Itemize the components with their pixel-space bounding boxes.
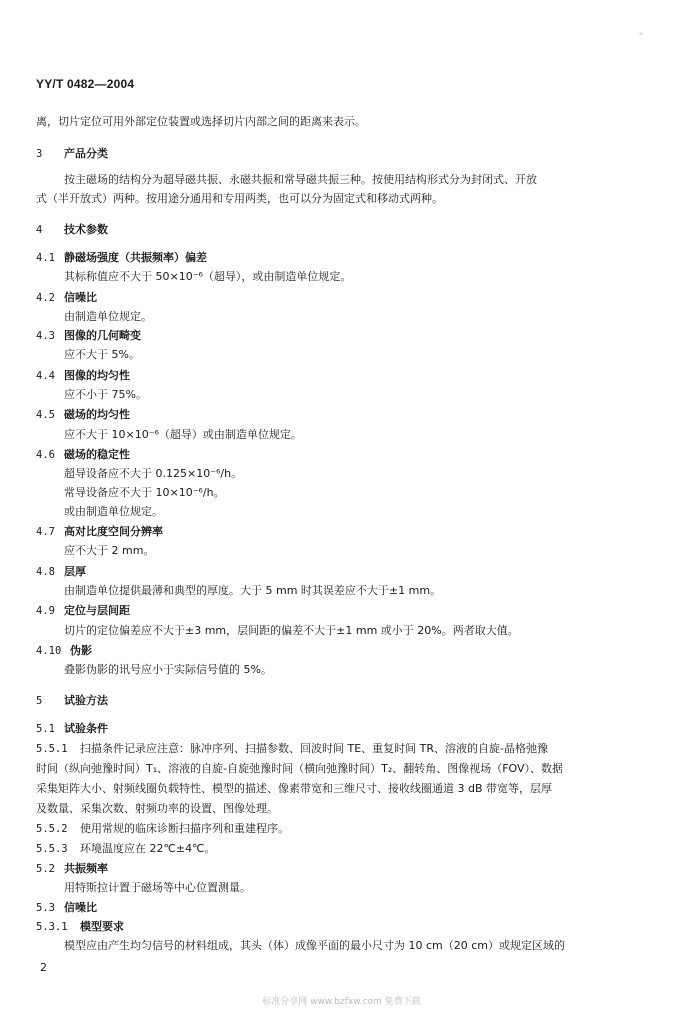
clause-text: 扫描条件记录应注意：脉冲序列、扫描参数、回波时间 TE、重复时间 TR、溶液的自旋-晶格弛豫: [80, 742, 548, 755]
clause-number: 4.4: [36, 370, 55, 382]
clause-5-3-1-heading: [36, 920, 650, 934]
clause-4-3-heading: [36, 329, 650, 343]
clause-title: 磁场的稳定性: [64, 448, 130, 461]
clause-4-8-heading: [36, 565, 650, 579]
clause-5-3-heading: [36, 901, 650, 915]
clause-number: 4.5: [36, 409, 55, 421]
clause-title: 图像的几何畸变: [64, 329, 141, 342]
clause-number: 4.3: [36, 330, 55, 342]
section-3-body-line-1: 按主磁场的结构分为超导磁共振、永磁共振和常导磁共振三种。按使用结构形式分为封闭式、开放: [64, 173, 537, 186]
clause-5-1-heading: [36, 722, 650, 736]
clause-title: 层厚: [64, 565, 86, 578]
clause-number: 5.5.1: [36, 743, 68, 755]
clause-4-7-body: 应不大于 2 mm。: [64, 544, 155, 557]
clause-5-2-heading: [36, 862, 650, 876]
clause-number: 4.10: [36, 645, 62, 657]
clause-5-5-3: [36, 842, 650, 856]
clause-4-2-heading: [36, 291, 650, 305]
section-number: 3: [36, 148, 43, 160]
clause-title: 高对比度空间分辨率: [64, 525, 163, 538]
clause-number: 5.5.3: [36, 843, 68, 855]
clause-4-7-heading: [36, 525, 650, 539]
section-5-heading: [36, 694, 650, 708]
standard-number-header: YY/T 0482—2004: [36, 77, 135, 91]
clause-5-2-body: 用特斯拉计置于磁场等中心位置测量。: [64, 881, 251, 894]
clause-number: 5.2: [36, 863, 55, 875]
clause-4-1-heading: [36, 251, 650, 265]
paragraph-continued: 离，切片定位可用外部定位装置或选择切片内部之间的距离来表示。: [36, 115, 366, 128]
clause-4-1-body: 其标称值应不大于 50×10⁻⁶（超导），或由制造单位规定。: [64, 270, 352, 283]
clause-title: 静磁场强度（共振频率）偏差: [64, 251, 207, 264]
clause-number: 4.2: [36, 292, 55, 304]
clause-number: 4.6: [36, 449, 55, 461]
clause-title: 模型要求: [80, 920, 124, 933]
section-title: 试验方法: [64, 694, 108, 707]
section-number: 4: [36, 224, 43, 236]
clause-4-6-heading: [36, 448, 650, 462]
clause-number: 4.9: [36, 605, 55, 617]
clause-4-6-body-line-3: 或由制造单位规定。: [64, 505, 163, 518]
clause-4-10-body: 叠影伪影的讯号应小于实际信号值的 5%。: [64, 663, 272, 676]
clause-5-5-1-line-2: 时间（纵向弛豫时间）T₁、溶液的自旋-自旋弛豫时间（横向弛豫时间）T₂、翻转角、图像视场（FOV）、数据: [36, 762, 564, 775]
clause-5-5-2: [36, 822, 650, 836]
section-title: 产品分类: [64, 147, 108, 160]
clause-number: 5.5.2: [36, 823, 68, 835]
clause-text: 环境温度应在 22℃±4℃。: [80, 842, 216, 855]
section-number: 5: [36, 695, 43, 707]
clause-4-2-body: 由制造单位规定。: [64, 310, 152, 323]
clause-title: 磁场的均匀性: [64, 408, 130, 421]
clause-4-6-body-line-2: 常导设备应不大于 10×10⁻⁶/h。: [64, 486, 225, 499]
clause-4-9-body: 切片的定位偏差应不大于±3 mm，层间距的偏差不大于±1 mm 或小于 20%。两者取大值。: [64, 624, 519, 637]
clause-4-10-heading: [36, 644, 650, 658]
clause-title: 共振频率: [64, 862, 108, 875]
clause-4-4-heading: [36, 369, 650, 383]
section-3-body-line-2: 式（半开放式）两种。按用途分通用和专用两类，也可以分为固定式和移动式两种。: [36, 192, 443, 205]
section-3-heading: [36, 147, 650, 161]
section-4-heading: [36, 223, 650, 237]
clause-title: 图像的均匀性: [64, 369, 130, 382]
clause-title: 定位与层间距: [64, 604, 130, 617]
section-title: 技术参数: [64, 223, 108, 236]
clause-4-3-body: 应不大于 5%。: [64, 348, 140, 361]
clause-number: 5.3: [36, 902, 55, 914]
clause-title: 信噪比: [64, 291, 97, 304]
clause-number: 5.3.1: [36, 921, 68, 933]
page-number: 2: [40, 961, 47, 974]
clause-4-5-heading: [36, 408, 650, 422]
watermark-footer: 标准分享网 www.bzfxw.com 免费下载: [262, 997, 421, 1007]
clause-4-6-body-line-1: 超导设备应不大于 0.125×10⁻⁶/h。: [64, 467, 243, 480]
clause-number: 4.1: [36, 252, 55, 264]
clause-number: 5.1: [36, 723, 55, 735]
clause-4-5-body: 应不大于 10×10⁻⁶（超导）或由制造单位规定。: [64, 428, 302, 441]
corner-mark: ": [638, 32, 643, 42]
clause-4-9-heading: [36, 604, 650, 618]
clause-text: 使用常规的临床诊断扫描序列和重建程序。: [80, 822, 289, 835]
clause-5-5-1-line-4: 及数量、采集次数、射频功率的设置、图像处理。: [36, 802, 278, 815]
clause-4-8-body: 由制造单位提供最薄和典型的厚度。大于 5 mm 时其误差应不大于±1 mm。: [64, 584, 442, 597]
clause-5-5-1-line-1: [36, 742, 650, 756]
clause-title: 伪影: [70, 644, 92, 657]
clause-number: 4.7: [36, 526, 55, 538]
clause-title: 试验条件: [64, 722, 108, 735]
clause-4-4-body: 应不小于 75%。: [64, 388, 147, 401]
clause-5-3-1-body: 模型应由产生均匀信号的材料组成，其头（体）成像平面的最小尺寸为 10 cm（20 cm）或规定区域的: [64, 939, 566, 952]
clause-title: 信噪比: [64, 901, 97, 914]
clause-5-5-1-line-3: 采集矩阵大小、射频线圈负载特性、模型的描述、像素带宽和三维尺寸、接收线圈通道 3 dB 带宽等，层厚: [36, 782, 553, 795]
clause-number: 4.8: [36, 566, 55, 578]
